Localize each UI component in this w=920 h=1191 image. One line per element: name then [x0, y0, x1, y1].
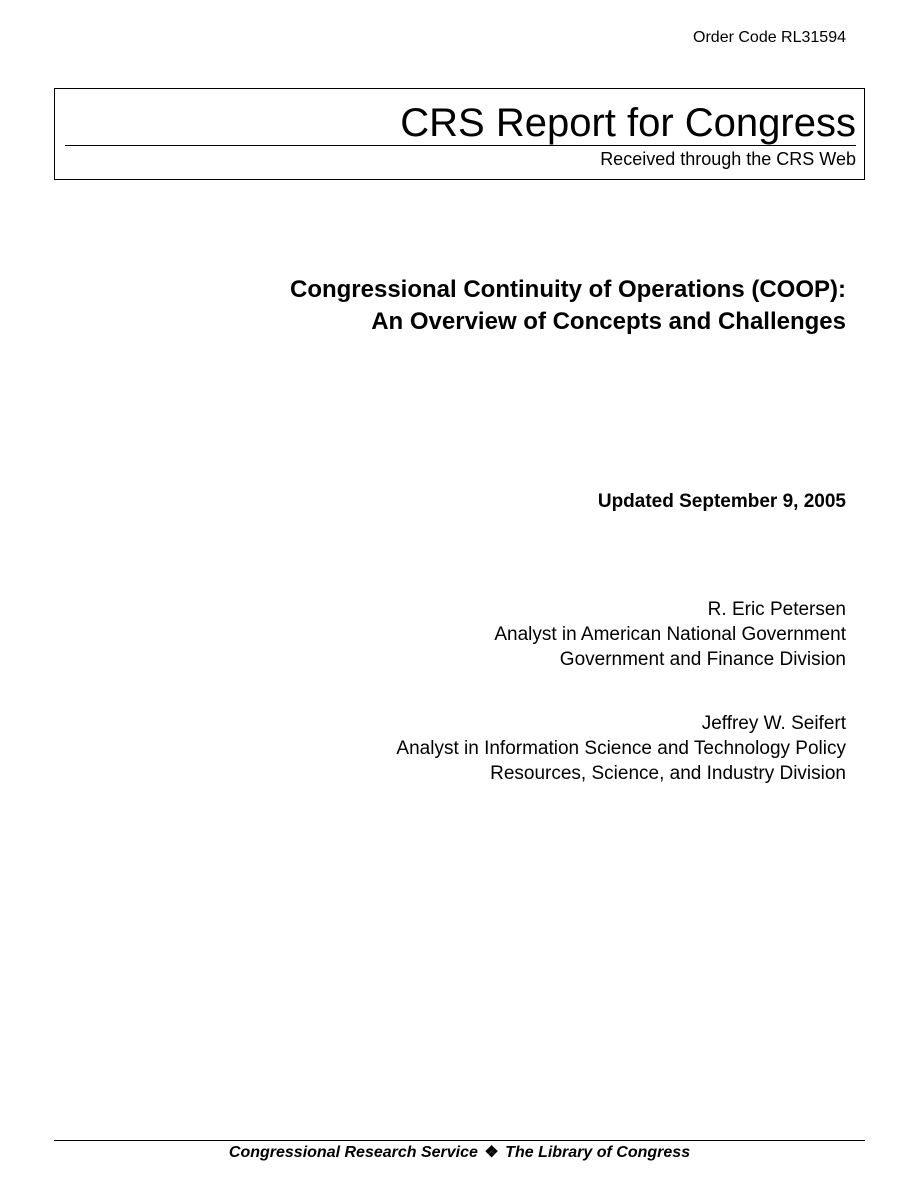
- order-code: Order Code RL31594: [693, 29, 846, 46]
- diamond-ornament-icon: ❖: [484, 1144, 499, 1161]
- footer-divider: [54, 1140, 865, 1141]
- report-header-box: [54, 88, 865, 180]
- author-name: R. Eric Petersen: [707, 599, 846, 620]
- author-division: Government and Finance Division: [559, 649, 846, 670]
- author-position: Analyst in Information Science and Technology Policy: [396, 738, 846, 759]
- footer: [54, 1143, 865, 1163]
- author-position: Analyst in American National Government: [494, 624, 846, 645]
- header-title: CRS Report for Congress: [400, 101, 856, 145]
- author-name: Jeffrey W. Seifert: [701, 713, 846, 734]
- report-title: [126, 274, 846, 338]
- header-subtitle: Received through the CRS Web: [600, 149, 856, 169]
- author-division: Resources, Science, and Industry Division: [490, 763, 846, 784]
- header-divider: [65, 145, 856, 146]
- updated-date: Updated September 9, 2005: [597, 491, 846, 512]
- footer-publisher: Congressional Research Service: [228, 1144, 478, 1161]
- report-title-line-2: An Overview of Concepts and Challenges: [371, 308, 846, 335]
- author-block: [226, 597, 846, 672]
- footer-library: The Library of Congress: [505, 1144, 691, 1161]
- author-block: [226, 711, 846, 786]
- report-title-line-1: Congressional Continuity of Operations (COOP):: [289, 276, 846, 303]
